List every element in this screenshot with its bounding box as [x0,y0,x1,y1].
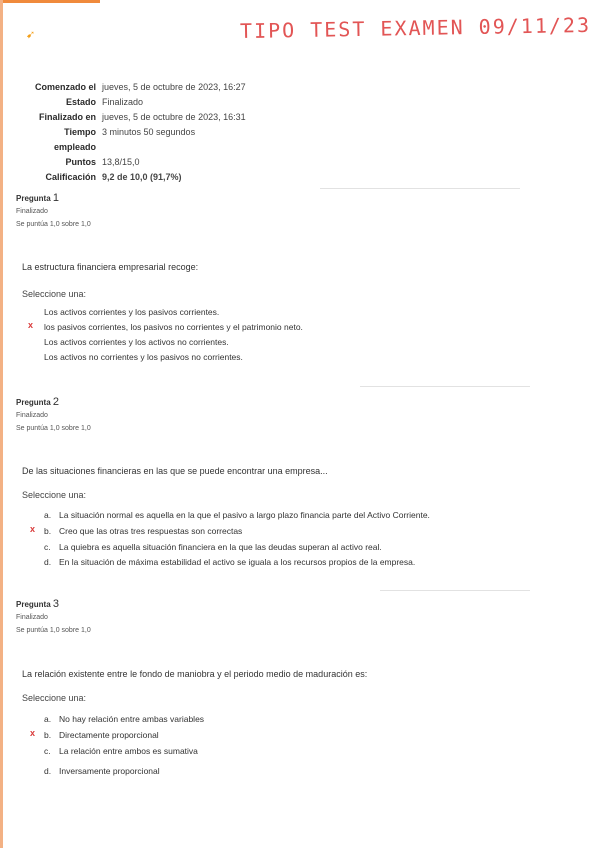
top-accent-bar [0,0,100,3]
grade-value: 9,2 de 10,0 (91,7%) [102,172,182,182]
question-2-option-d[interactable]: d. En la situación de máxima estabilidad el activo se iguala a los recursos propios de la empresa. [44,557,416,567]
question-1-option-b[interactable]: los pasivos corrientes, los pasivos no corrientes y el patrimonio neto. [44,322,303,332]
selected-answer-mark: x [30,728,36,738]
started-value: jueves, 5 de octubre de 2023, 16:27 [102,82,246,92]
question-2-number: 2 [52,396,60,408]
question-1-option-c[interactable]: Los activos corrientes y los activos no corrientes. [44,337,229,347]
question-2-select-label: Seleccione una: [22,490,87,500]
question-1-status: Finalizado [16,208,48,215]
divider [360,386,530,387]
points-value: 13,8/15,0 [102,157,140,167]
question-3-status: Finalizado [16,614,48,621]
question-2-title: Pregunta [16,398,51,407]
question-2-option-c[interactable]: c. La quiebra es aquella situación financiera en la que las deudas superan al activo real. [44,542,382,552]
question-1-info [16,192,91,231]
question-3-option-d[interactable]: d. Inversamente proporcional [44,766,160,776]
question-1-select-label: Seleccione una: [22,289,87,299]
question-3-select-label: Seleccione una: [22,693,87,703]
question-3-score: Se puntúa 1,0 sobre 1,0 [16,627,91,634]
question-2-text: De las situaciones financieras en las que se puede encontrar una empresa... [22,466,328,476]
time-value: 3 minutos 50 segundos [102,127,196,137]
question-2-option-a[interactable]: a. La situación normal es aquella en la que el pasivo a largo plazo financia parte del Activo Corriente. [44,510,430,520]
grade-label: Calificación [45,172,96,182]
finished-value: jueves, 5 de octubre de 2023, 16:31 [102,112,246,122]
question-3-number: 3 [52,598,60,610]
handwritten-note: TIPO TEST EXAMEN 09/11/23 [239,12,592,44]
state-value: Finalizado [102,97,144,107]
question-2-score: Se puntúa 1,0 sobre 1,0 [16,425,91,432]
selected-answer-mark: x [30,524,36,534]
logo-icon: ➹ [26,29,36,41]
question-3-info [16,598,91,637]
question-3-option-c[interactable]: c. La relación entre ambos es sumativa [44,746,198,756]
points-label: Puntos [65,157,96,167]
question-1-title: Pregunta [16,194,51,203]
time-label-2: empleado [53,142,96,152]
question-2-status: Finalizado [16,412,48,419]
question-1-score: Se puntúa 1,0 sobre 1,0 [16,221,91,228]
question-3-option-b[interactable]: b. Directamente proporcional [44,730,159,740]
question-2-info [16,396,91,435]
state-label: Estado [65,97,96,107]
time-label: Tiempo [64,127,96,137]
question-1-number: 1 [52,192,60,204]
left-accent-bar [0,0,3,848]
question-3-option-a[interactable]: a. No hay relación entre ambas variables [44,714,205,724]
divider [380,590,530,591]
divider [320,188,520,189]
started-label: Comenzado el [34,82,96,92]
question-1-text: La estructura financiera empresarial recoge: [22,262,199,272]
question-3-text: La relación existente entre le fondo de maniobra y el periodo medio de maduración es: [22,669,368,679]
question-1-option-d[interactable]: Los activos no corrientes y los pasivos no corrientes. [44,352,243,362]
finished-label: Finalizado en [38,112,96,122]
attempt-summary [20,80,246,185]
question-3-title: Pregunta [16,600,51,609]
selected-answer-mark: x [28,320,34,330]
question-2-option-b[interactable]: b. Creo que las otras tres respuestas son correctas [44,526,243,536]
question-1-option-a[interactable]: Los activos corrientes y los pasivos corrientes. [44,307,220,317]
